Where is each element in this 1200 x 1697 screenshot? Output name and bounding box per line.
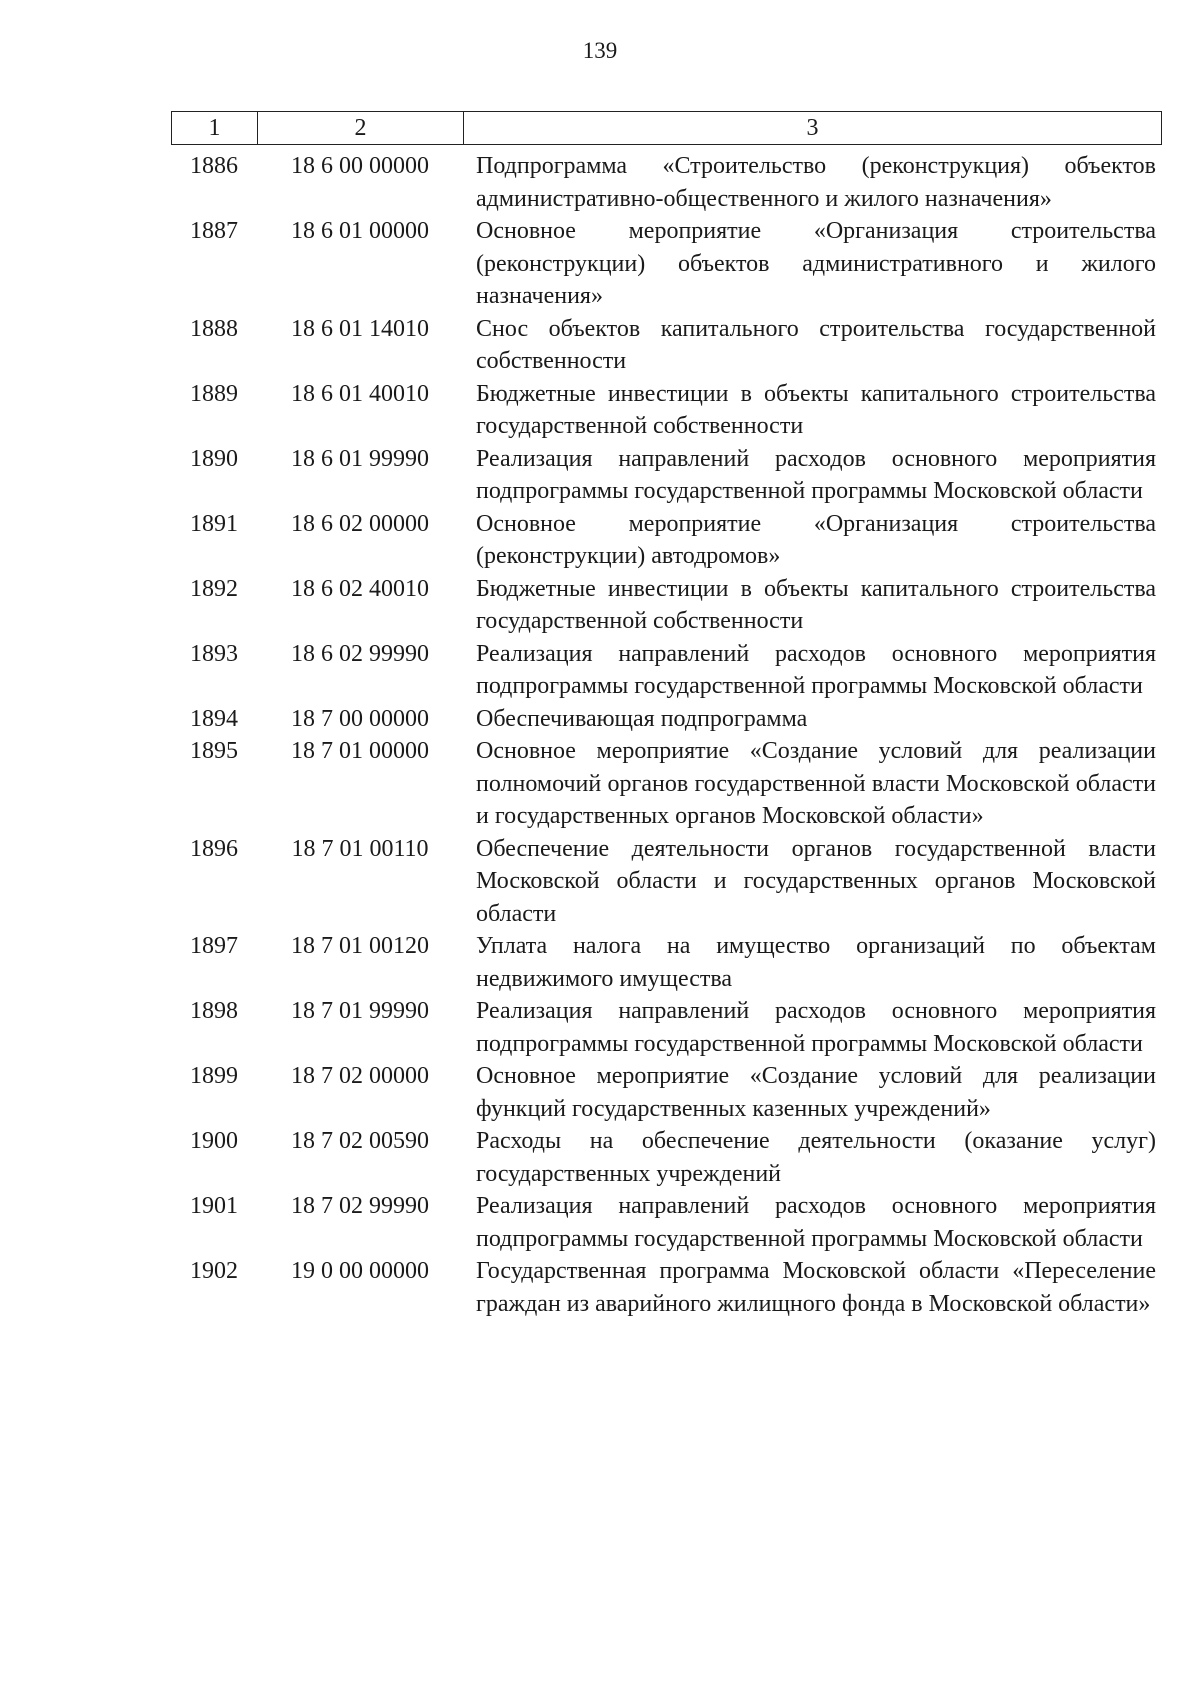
table-row xyxy=(171,508,1162,573)
table-row xyxy=(171,1125,1162,1190)
row-number: 1893 xyxy=(190,640,238,667)
table-row xyxy=(171,995,1162,1060)
row-code: 18 7 00 00000 xyxy=(291,705,429,732)
row-description: Уплата налога на имущество организаций по объектам недвижимого имущества xyxy=(476,933,1156,992)
row-number: 1887 xyxy=(190,218,238,244)
row-number: 1886 xyxy=(190,153,238,179)
row-description: Расходы на обеспечение деятельности (оказание услуг) государственных учреждений xyxy=(476,1128,1156,1187)
row-number: 1891 xyxy=(190,510,238,537)
table-row xyxy=(171,703,1162,736)
row-description: Бюджетные инвестиции в объекты капитального строительства государственной собственности xyxy=(476,380,1156,439)
row-description: Реализация направлений расходов основного мероприятия подпрограммы государственной программы Московской области xyxy=(476,1193,1156,1252)
row-code: 18 7 01 00000 xyxy=(291,738,429,764)
row-description: Подпрограмма «Строительство (реконструкция) объектов административно-общественного и жилого назначения» xyxy=(476,153,1156,212)
page-number: 139 xyxy=(582,38,618,63)
row-number: 1898 xyxy=(190,998,238,1024)
table-row xyxy=(171,833,1162,931)
row-code: 18 7 01 00110 xyxy=(291,835,429,862)
row-number: 1890 xyxy=(190,445,238,472)
table-row xyxy=(171,1190,1162,1255)
row-code: 18 6 01 00000 xyxy=(291,218,429,244)
row-description: Обеспечивающая подпрограмма xyxy=(476,705,808,732)
table-row xyxy=(171,638,1162,703)
row-description: Основное мероприятие «Создание условий для реализации полномочий органов государственной власти Московской области и государственных органов Московской области» xyxy=(476,738,1156,829)
row-description: Снос объектов капитального строительства государственной собственности xyxy=(476,315,1156,374)
row-code: 18 7 01 00120 xyxy=(291,933,429,959)
row-description: Основное мероприятие «Организация строительства (реконструкции) автодромов» xyxy=(476,510,1156,569)
row-description: Бюджетные инвестиции в объекты капитального строительства государственной собственности xyxy=(476,575,1156,634)
table-body xyxy=(171,150,1162,1320)
row-description: Реализация направлений расходов основного мероприятия подпрограммы государственной программы Московской области xyxy=(476,640,1156,699)
table-row xyxy=(171,313,1162,378)
row-code: 18 7 02 00590 xyxy=(291,1128,429,1154)
row-code: 18 7 01 99990 xyxy=(291,998,429,1024)
row-number: 1888 xyxy=(190,315,238,342)
row-code: 18 6 00 00000 xyxy=(291,153,429,179)
table-row xyxy=(171,215,1162,313)
row-description: Государственная программа Московской области «Переселение граждан из аварийного жилищного фонда в Московской области» xyxy=(476,1258,1156,1317)
table-row xyxy=(171,573,1162,638)
row-description: Реализация направлений расходов основного мероприятия подпрограммы государственной программы Московской области xyxy=(476,445,1156,504)
row-description: Основное мероприятие «Создание условий для реализации функций государственных казенных учреждений» xyxy=(476,1063,1156,1122)
row-description: Основное мероприятие «Организация строительства (реконструкции) объектов административного и жилого назначения» xyxy=(476,218,1156,309)
row-code: 18 7 02 99990 xyxy=(291,1193,429,1219)
row-code: 18 6 01 40010 xyxy=(291,380,429,407)
row-number: 1901 xyxy=(190,1193,238,1219)
table-header xyxy=(171,111,1162,145)
table-row xyxy=(171,735,1162,833)
table-row xyxy=(171,1060,1162,1125)
row-code: 19 0 00 00000 xyxy=(291,1258,429,1284)
table-row xyxy=(171,378,1162,443)
table-row xyxy=(171,150,1162,215)
row-description: Обеспечение деятельности органов государственной власти Московской области и государственных органов Московской области xyxy=(476,835,1156,927)
table-row xyxy=(171,443,1162,508)
row-number: 1894 xyxy=(190,705,238,732)
row-code: 18 7 02 00000 xyxy=(291,1063,429,1089)
row-number: 1902 xyxy=(190,1258,238,1284)
row-code: 18 6 02 99990 xyxy=(291,640,429,667)
row-number: 1899 xyxy=(190,1063,238,1089)
row-code: 18 6 01 99990 xyxy=(291,445,429,472)
row-number: 1892 xyxy=(190,575,238,602)
row-code: 18 6 02 00000 xyxy=(291,510,429,537)
header-col-1: 1 xyxy=(172,112,258,144)
row-description: Реализация направлений расходов основного мероприятия подпрограммы государственной программы Московской области xyxy=(476,998,1156,1057)
row-number: 1900 xyxy=(190,1128,238,1154)
header-col-3: 3 xyxy=(806,114,819,141)
row-number: 1889 xyxy=(190,380,238,407)
row-code: 18 6 01 14010 xyxy=(291,315,429,342)
table-row xyxy=(171,930,1162,995)
header-col-2: 2 xyxy=(258,112,464,144)
table-row xyxy=(171,1255,1162,1320)
row-code: 18 6 02 40010 xyxy=(291,575,429,602)
row-number: 1896 xyxy=(190,835,238,862)
row-number: 1897 xyxy=(190,933,238,959)
row-number: 1895 xyxy=(190,738,238,764)
